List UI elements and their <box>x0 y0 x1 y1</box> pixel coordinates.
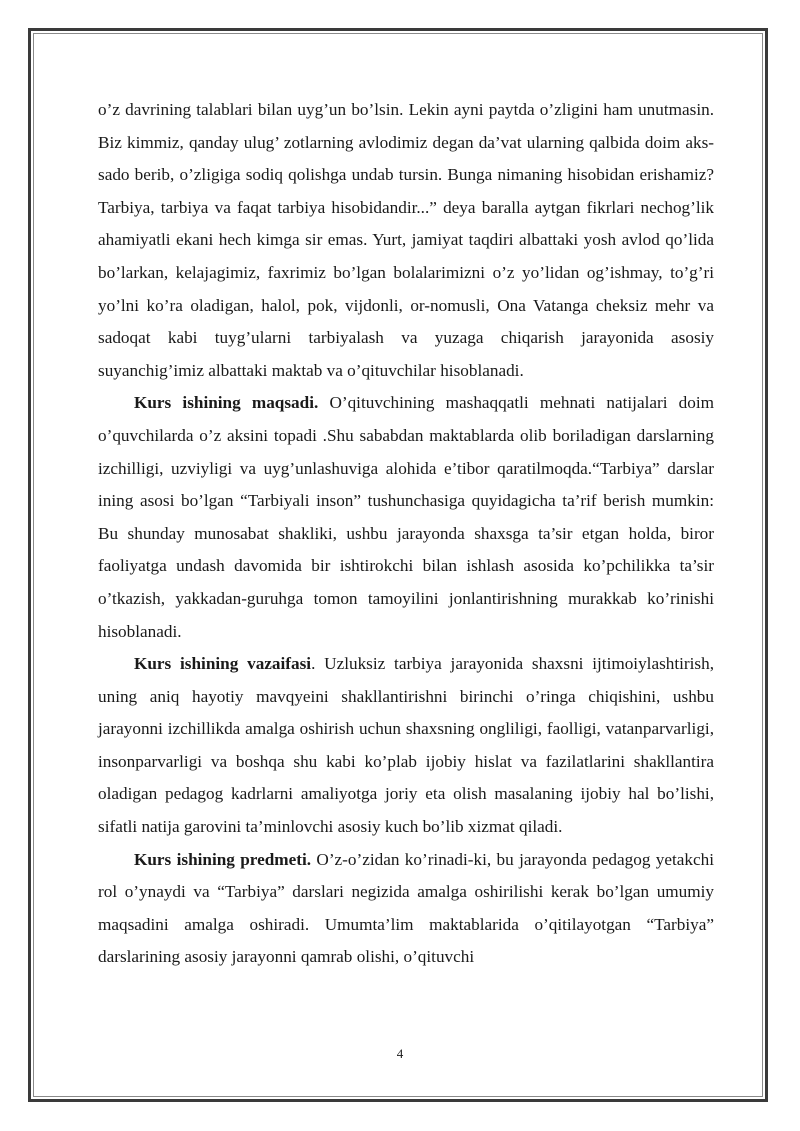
paragraph-course-goal <box>98 387 714 648</box>
document-body <box>98 94 714 974</box>
paragraph-text: . Uzluksiz tarbiya jarayonida shaxsni ijtimoiylashtirish, uning aniq hayotiy mavqyeini shakllantirishni birinchi o’ringa chiqishini, ushbu jarayonni izchillikda amalga oshirish uchun shaxsning ongliligi, faolligi, vatanparvarligi, insonparvarligi va boshqa shu kabi ko’plab ijobiy hislat va fazilatlarini shakllantira oladigan pedagog kadrlarni amaliyotga joriy eta olish masalaning ijobiy hal bo’lishi, sifatli natija garovini ta’minlovchi asosiy kuch bo’lib xizmat qiladi. <box>98 654 714 837</box>
paragraph-intro-continuation <box>98 94 714 387</box>
page-number: 4 <box>396 1046 404 1061</box>
paragraph-text: O’qituvchining mashaqqatli mehnati natijalari doim o’quvchilarda o’z aksini topadi .Shu sababdan maktablarda olib boriladigan darslarning izchilligi, uzviyligi va uyg’unlashuviga alohida e’tibor qaratilmoqda.“Tarbiya” darslar ining asosi bo’lgan “Tarbiyali inson” tushunchasiga quyidagicha ta’rif berish mumkin: Bu shunday munosabat shakliki, ushbu jarayonda shaxsga ta’sir etgan holda, biror faoliyatga undash davomida bir ishtirokchi bilan ishlash asosida ko’pchilikka ta’sir o’tkazish, yakkadan-guruhga tomon tamoyilini jonlantirishning murakkab ko’rinishi hisoblanadi. <box>98 393 714 641</box>
section-heading-subject: Kurs ishining predmeti. <box>134 849 312 869</box>
paragraph-text: o’z davrining talablari bilan uyg’un bo’lsin. Lekin ayni paytda o’zligini ham unutmasin. Biz kimmiz, qanday ulug’ zotlarning avlodimiz degan da’vat ularning qalbida doim aks-sado berib, o’zligiga sodiq qolishga undab tursin. Bunga nimaning hisobidan erishamiz? Tarbiya, tarbiya va faqat tarbiya hisobidandir...” deya baralla aytgan fikrlari nechog’lik ahamiyatli ekani hech kimga sir emas. Yurt, jamiyat taqdiri albattaki yosh avlod qo’lida bo’larkan, kelajagimiz, faxrimiz bo’lgan bolalarimizni o’z yo’lidan og’ishmay, to’g’ri yo’lni ko’ra oladigan, halol, pok, vijdonli, or-nomusli, Ona Vatanga cheksiz mehr va sadoqat kabi tuyg’ularni tarbiyalash va yuzaga chiqarish jarayonida asosiy suyanchig’imiz albattaki maktab va o’qituvchilar hisoblanadi. <box>98 100 714 380</box>
section-heading-task: Kurs ishining vazaifasi <box>134 654 312 674</box>
paragraph-text: O’z-o’zidan ko’rinadi-ki, bu jarayonda pedagog yetakchi rol o’ynaydi va “Tarbiya” darslari negizida amalga oshirilishi kerak bo’lgan umumiy maqsadini amalga oshiradi. Umumta’lim maktablarida o’qitilayotgan “Tarbiya” darslarining asosiy jarayonni qamrab olishi, o’qituvchi <box>98 849 714 967</box>
section-heading-goal: Kurs ishining maqsadi. <box>134 393 319 413</box>
paragraph-course-task <box>98 648 714 844</box>
paragraph-course-subject <box>98 844 714 974</box>
